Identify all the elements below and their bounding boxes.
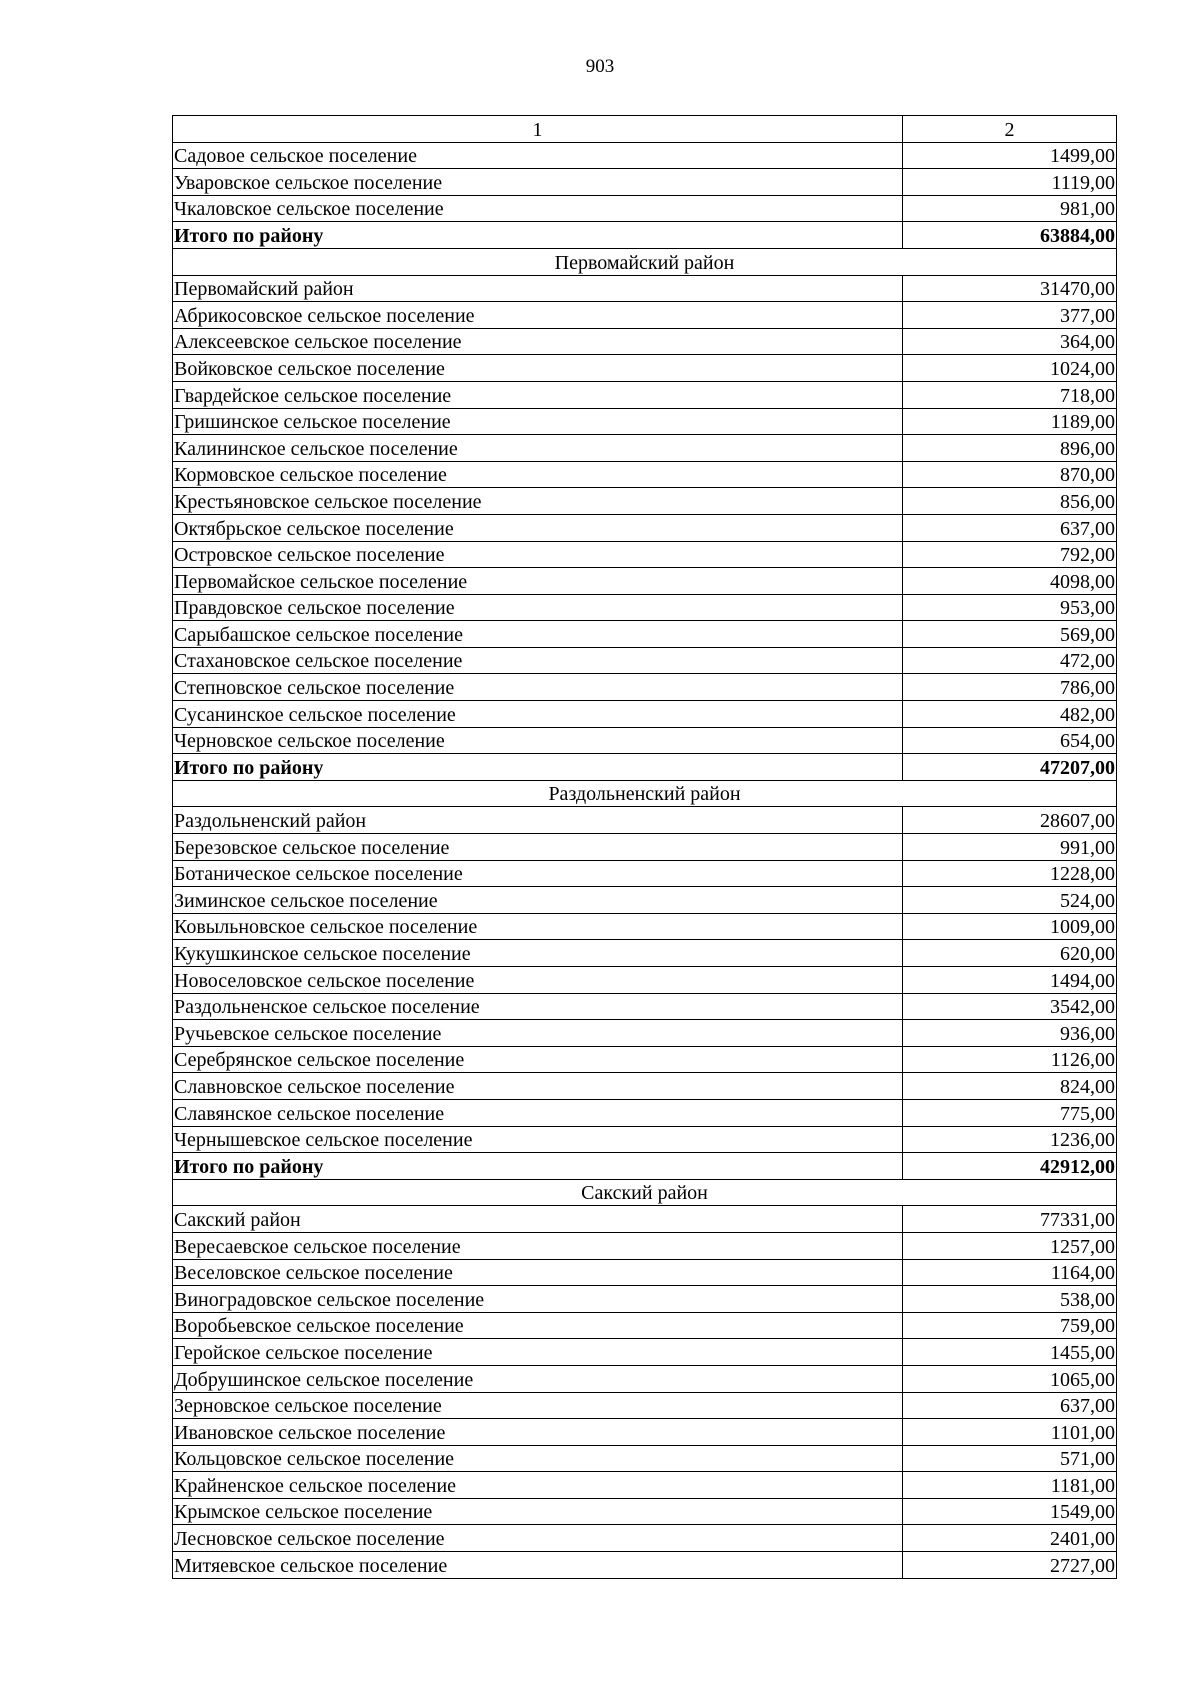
amount-value: 775,00 xyxy=(903,1099,1117,1126)
table-row xyxy=(173,568,1117,595)
amount-value: 364,00 xyxy=(903,328,1117,355)
settlement-name: Правдовское сельское поселение xyxy=(173,594,903,621)
table-row xyxy=(173,1525,1117,1552)
district-section-header xyxy=(173,248,1117,275)
settlement-name: Алексеевское сельское поселение xyxy=(173,328,903,355)
settlement-name: Первомайский район xyxy=(173,275,903,302)
settlement-name: Раздольненский район xyxy=(173,807,903,834)
column-header-2: 2 xyxy=(903,116,1117,143)
settlement-name: Вересаевское сельское поселение xyxy=(173,1232,903,1259)
district-total-row xyxy=(173,222,1117,249)
table-row xyxy=(173,834,1117,861)
amount-value: 991,00 xyxy=(903,834,1117,861)
settlement-name: Кормовское сельское поселение xyxy=(173,461,903,488)
table-row xyxy=(173,169,1117,196)
district-section-header xyxy=(173,1179,1117,1206)
amount-value: 472,00 xyxy=(903,647,1117,674)
settlement-name: Зиминское сельское поселение xyxy=(173,887,903,914)
settlement-name: Серебрянское сельское поселение xyxy=(173,1046,903,1073)
table-row xyxy=(173,647,1117,674)
amount-value: 1494,00 xyxy=(903,967,1117,994)
amount-value: 936,00 xyxy=(903,1020,1117,1047)
total-amount: 42912,00 xyxy=(903,1153,1117,1180)
settlement-name: Первомайское сельское поселение xyxy=(173,568,903,595)
table-row xyxy=(173,1259,1117,1286)
settlement-name: Крестьяновское сельское поселение xyxy=(173,488,903,515)
settlement-name: Сусанинское сельское поселение xyxy=(173,701,903,728)
settlement-name: Лесновское сельское поселение xyxy=(173,1525,903,1552)
settlement-name: Славянское сельское поселение xyxy=(173,1099,903,1126)
settlement-name: Уваровское сельское поселение xyxy=(173,169,903,196)
amount-value: 1164,00 xyxy=(903,1259,1117,1286)
allocation-table xyxy=(172,115,1117,1579)
amount-value: 637,00 xyxy=(903,1392,1117,1419)
table-row xyxy=(173,701,1117,728)
amount-value: 2401,00 xyxy=(903,1525,1117,1552)
settlement-name: Калининское сельское поселение xyxy=(173,435,903,462)
table-row xyxy=(173,674,1117,701)
table-row xyxy=(173,1099,1117,1126)
settlement-name: Островское сельское поселение xyxy=(173,541,903,568)
district-total-row xyxy=(173,1153,1117,1180)
total-label: Итого по району xyxy=(173,754,903,781)
amount-value: 1549,00 xyxy=(903,1498,1117,1525)
table-row xyxy=(173,1232,1117,1259)
amount-value: 1181,00 xyxy=(903,1472,1117,1499)
amount-value: 620,00 xyxy=(903,940,1117,967)
table-row xyxy=(173,807,1117,834)
table-row xyxy=(173,1206,1117,1233)
total-label: Итого по району xyxy=(173,1153,903,1180)
table-row xyxy=(173,541,1117,568)
settlement-name: Сакский район xyxy=(173,1206,903,1233)
settlement-name: Войковское сельское поселение xyxy=(173,355,903,382)
table-row xyxy=(173,1472,1117,1499)
amount-value: 524,00 xyxy=(903,887,1117,914)
settlement-name: Митяевское сельское поселение xyxy=(173,1552,903,1579)
table-row xyxy=(173,1020,1117,1047)
settlement-name: Славновское сельское поселение xyxy=(173,1073,903,1100)
settlement-name: Гвардейское сельское поселение xyxy=(173,381,903,408)
table-row xyxy=(173,355,1117,382)
settlement-name: Кукушкинское сельское поселение xyxy=(173,940,903,967)
settlement-name: Чернышевское сельское поселение xyxy=(173,1126,903,1153)
table-row xyxy=(173,488,1117,515)
table-row xyxy=(173,275,1117,302)
settlement-name: Сарыбашское сельское поселение xyxy=(173,621,903,648)
amount-value: 3542,00 xyxy=(903,993,1117,1020)
amount-value: 953,00 xyxy=(903,594,1117,621)
table-row xyxy=(173,621,1117,648)
settlement-name: Гришинское сельское поселение xyxy=(173,408,903,435)
amount-value: 870,00 xyxy=(903,461,1117,488)
total-amount: 47207,00 xyxy=(903,754,1117,781)
amount-value: 1065,00 xyxy=(903,1365,1117,1392)
settlement-name: Ивановское сельское поселение xyxy=(173,1419,903,1446)
settlement-name: Ручьевское сельское поселение xyxy=(173,1020,903,1047)
table-row xyxy=(173,913,1117,940)
table-row xyxy=(173,1126,1117,1153)
settlement-name: Раздольненское сельское поселение xyxy=(173,993,903,1020)
page-number: 903 xyxy=(585,56,615,77)
amount-value: 896,00 xyxy=(903,435,1117,462)
table-row xyxy=(173,381,1117,408)
amount-value: 1455,00 xyxy=(903,1339,1117,1366)
amount-value: 1024,00 xyxy=(903,355,1117,382)
settlement-name: Добрушинское сельское поселение xyxy=(173,1365,903,1392)
table-row xyxy=(173,1312,1117,1339)
district-name: Первомайский район xyxy=(173,248,1117,275)
table-row xyxy=(173,940,1117,967)
table-row xyxy=(173,142,1117,169)
table-row xyxy=(173,408,1117,435)
settlement-name: Кольцовское сельское поселение xyxy=(173,1445,903,1472)
amount-value: 4098,00 xyxy=(903,568,1117,595)
settlement-name: Воробьевское сельское поселение xyxy=(173,1312,903,1339)
amount-value: 1119,00 xyxy=(903,169,1117,196)
table-row xyxy=(173,1498,1117,1525)
amount-value: 824,00 xyxy=(903,1073,1117,1100)
table-row xyxy=(173,461,1117,488)
total-amount: 63884,00 xyxy=(903,222,1117,249)
amount-value: 759,00 xyxy=(903,1312,1117,1339)
amount-value: 28607,00 xyxy=(903,807,1117,834)
amount-value: 377,00 xyxy=(903,302,1117,329)
table-row xyxy=(173,1419,1117,1446)
amount-value: 2727,00 xyxy=(903,1552,1117,1579)
settlement-name: Крайненское сельское поселение xyxy=(173,1472,903,1499)
table-row xyxy=(173,195,1117,222)
settlement-name: Геройское сельское поселение xyxy=(173,1339,903,1366)
amount-value: 786,00 xyxy=(903,674,1117,701)
amount-value: 538,00 xyxy=(903,1286,1117,1313)
settlement-name: Садовое сельское поселение xyxy=(173,142,903,169)
table-row xyxy=(173,967,1117,994)
table-row xyxy=(173,328,1117,355)
amount-value: 77331,00 xyxy=(903,1206,1117,1233)
table-row xyxy=(173,435,1117,462)
table-row xyxy=(173,727,1117,754)
amount-value: 1189,00 xyxy=(903,408,1117,435)
amount-value: 637,00 xyxy=(903,514,1117,541)
amount-value: 569,00 xyxy=(903,621,1117,648)
amount-value: 1499,00 xyxy=(903,142,1117,169)
district-name: Раздольненский район xyxy=(173,780,1117,807)
table-row xyxy=(173,594,1117,621)
settlement-name: Зерновское сельское поселение xyxy=(173,1392,903,1419)
settlement-name: Степновское сельское поселение xyxy=(173,674,903,701)
district-section-header xyxy=(173,780,1117,807)
settlement-name: Ковыльновское сельское поселение xyxy=(173,913,903,940)
settlement-name: Новоселовское сельское поселение xyxy=(173,967,903,994)
amount-value: 31470,00 xyxy=(903,275,1117,302)
district-name: Сакский район xyxy=(173,1179,1117,1206)
table-row xyxy=(173,1445,1117,1472)
settlement-name: Чкаловское сельское поселение xyxy=(173,195,903,222)
amount-value: 856,00 xyxy=(903,488,1117,515)
amount-value: 482,00 xyxy=(903,701,1117,728)
amount-value: 571,00 xyxy=(903,1445,1117,1472)
settlement-name: Березовское сельское поселение xyxy=(173,834,903,861)
amount-value: 981,00 xyxy=(903,195,1117,222)
table-row xyxy=(173,860,1117,887)
amount-value: 1228,00 xyxy=(903,860,1117,887)
settlement-name: Ботаническое сельское поселение xyxy=(173,860,903,887)
table-row xyxy=(173,1552,1117,1579)
settlement-name: Виноградовское сельское поселение xyxy=(173,1286,903,1313)
amount-value: 1257,00 xyxy=(903,1232,1117,1259)
table-row xyxy=(173,887,1117,914)
table-row xyxy=(173,1286,1117,1313)
amount-value: 792,00 xyxy=(903,541,1117,568)
settlement-name: Октябрьское сельское поселение xyxy=(173,514,903,541)
settlement-name: Стахановское сельское поселение xyxy=(173,647,903,674)
amount-value: 1236,00 xyxy=(903,1126,1117,1153)
table-row xyxy=(173,1365,1117,1392)
total-label: Итого по району xyxy=(173,222,903,249)
column-header-1: 1 xyxy=(173,116,903,143)
district-total-row xyxy=(173,754,1117,781)
settlement-name: Крымское сельское поселение xyxy=(173,1498,903,1525)
amount-value: 1009,00 xyxy=(903,913,1117,940)
table-header-row xyxy=(173,116,1117,143)
table-body xyxy=(173,116,1117,1579)
table-row xyxy=(173,1046,1117,1073)
amount-value: 654,00 xyxy=(903,727,1117,754)
table-row xyxy=(173,1073,1117,1100)
amount-value: 1126,00 xyxy=(903,1046,1117,1073)
settlement-name: Веселовское сельское поселение xyxy=(173,1259,903,1286)
table-row xyxy=(173,1339,1117,1366)
settlement-name: Черновское сельское поселение xyxy=(173,727,903,754)
table-row xyxy=(173,514,1117,541)
amount-value: 1101,00 xyxy=(903,1419,1117,1446)
table-row xyxy=(173,993,1117,1020)
settlement-name: Абрикосовское сельское поселение xyxy=(173,302,903,329)
amount-value: 718,00 xyxy=(903,381,1117,408)
table-row xyxy=(173,302,1117,329)
table-row xyxy=(173,1392,1117,1419)
